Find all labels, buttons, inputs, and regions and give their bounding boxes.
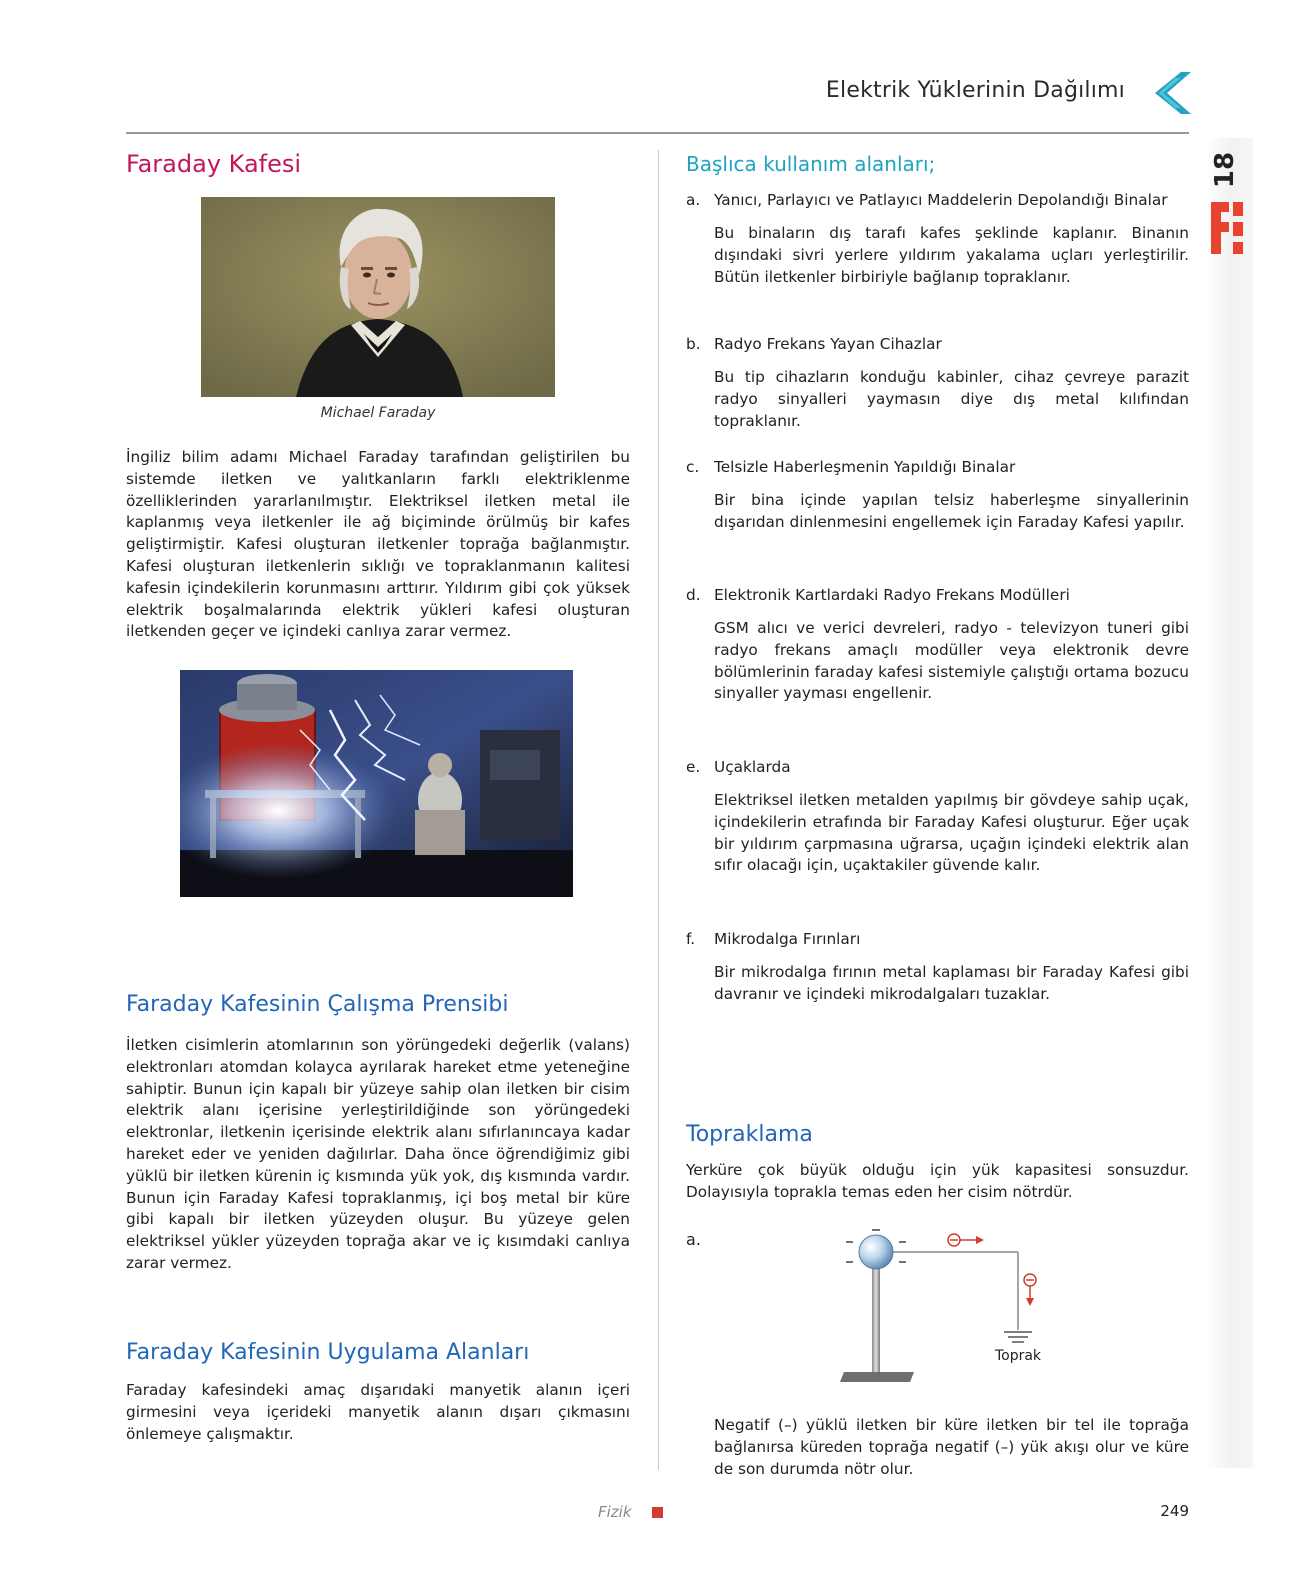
item-label: d. [686,586,701,604]
publisher-logo-icon [1209,200,1245,256]
item-label: c. [686,458,700,476]
side-tab-number: 18 [1210,151,1240,189]
ground-label: Toprak [994,1348,1042,1364]
section-title-faraday-kafesi: Faraday Kafesi [126,150,302,178]
use-item-heading [686,335,1189,353]
item-title: Mikrodalga Fırınları [714,930,861,948]
use-item-text: Elektriksel iletken metalden yapılmış bir gövdeye sahip uçak, içindekilerin etrafında bir Faraday Kafesi oluşturur. Eğer uçak bir yıldırım çarpmasına uğrarsa, uçağın içindeki elektrik alan sıfır olacağı için, uçaktakiler güvende kalır. [714,791,1189,875]
item-title: Telsizle Haberleşmenin Yapıldığı Binalar [714,458,1016,476]
section-title-kullanim-alanlari: Başlıca kullanım alanları; [686,152,936,176]
column-divider [658,150,659,1470]
section-title-calisma-prensibi: Faraday Kafesinin Çalışma Prensibi [126,992,509,1017]
uygulama-paragraph: Faraday kafesindeki amaç dışarıdaki manyetik alanın içeri girmesini veya içerideki manyetik alanın dışarı çıkmasını önlemeye çalışmaktır. [126,1381,630,1443]
section-title-uygulama-alanlari: Faraday Kafesinin Uygulama Alanları [126,1340,530,1365]
grounding-diagram [840,1222,1080,1392]
use-item-heading [686,930,1189,948]
item-title: Yanıcı, Parlayıcı ve Patlayıcı Maddelerin Depolandığı Binalar [714,191,1168,209]
portrait-caption: Michael Faraday [320,405,436,421]
item-label: a. [686,191,701,209]
chevron-left-icon [1145,70,1191,116]
prensip-paragraph: İletken cisimlerin atomlarının son yörüngedeki değerlik (valans) elektronları atomdan kolayca ayrılarak hareket etme yeteneğine sahiptir. Bunun için kapalı bir yüzeye sahip olan iletken bir cisim elektrik alanı içerisine yerleştirildiğinde son yörüngedeki elektronlar, iletkenin içerisinde elektrik alanı sıfırlanıncaya kadar hareket eder ve yeniden dağılırlar. Daha önce öğrendiğimiz gibi yüklü bir iletken kürenin iç kısmında yük yok, dış kısmında vardır. Bunun için Faraday Kafesi topraklanmış, içi boş metal bir küre gibi kapalı bir iletken yüzeyden oluşur. Bu yüzeye gelen elektriksel yükler yüzeyden toprağa akar ve iç kısımdaki canlıya zarar vermez. [126,1036,630,1272]
use-item-heading [686,191,1189,209]
header-rule [126,132,1189,134]
chapter-title: Elektrik Yüklerinin Dağılımı [825,78,1125,103]
topraklama-paragraph: Yerküre çok büyük olduğu için yük kapasitesi sonsuzdur. Dolayısıyla toprakla temas eden her cisim nötrdür. [686,1161,1189,1201]
michael-faraday-portrait [201,197,555,397]
section-title-topraklama: Topraklama [686,1122,813,1147]
use-item-text: Bir mikrodalga fırının metal kaplaması bir Faraday Kafesi gibi davranır ve içindeki mikrodalgaları tuzaklar. [714,963,1189,1003]
use-item-heading [686,586,1189,604]
footer-square-icon [652,1507,663,1518]
use-item-text: GSM alıcı ve verici devreleri, radyo - televizyon tuneri gibi radyo frekans amaçlı modüller veya elektronik devre bölümlerinin faraday kafesi sistemiyle çalıştığı ortama bozucu sinyaller yayması engellenir. [714,619,1189,703]
side-tab [1205,138,1253,1468]
footer-subject: Fizik [598,1503,632,1521]
item-title: Radyo Frekans Yayan Cihazlar [714,335,942,353]
diagram-label: a. [686,1230,701,1249]
use-item-text: Bu tip cihazların konduğu kabinler, cihaz çevreye parazit radyo sinyalleri yaymasın diye dış metal kılıfından topraklanır. [714,368,1189,430]
use-item-heading [686,458,1189,476]
item-title: Elektronik Kartlardaki Radyo Frekans Modülleri [714,586,1070,604]
page-number: 249 [1160,1502,1189,1520]
item-label: b. [686,335,701,353]
item-label: e. [686,758,701,776]
use-item-text: Bir bina içinde yapılan telsiz haberleşme sinyallerinin dışarıdan dinlenmesini engellemek için Faraday Kafesi yapılır. [714,491,1189,531]
item-label: f. [686,930,696,948]
use-item-heading [686,758,1189,776]
intro-paragraph: İngiliz bilim adamı Michael Faraday tarafından geliştirilen bu sistemde iletken ve yalıtkanların farklı elektriklenme özelliklerinden yararlanılmıştır. Elektriksel iletken metal ile kaplanmış veya iletkenler ile ağ biçiminde örülmüş bir kafes geliştirmiştir. Kafesi oluşturan iletkenler toprağa bağlanmıştır. Kafesi oluşturan iletkenlerin sıklığı ve topraklanmanın kalitesi kafesin içindekilerin korunmasını arttırır. Yıldırım gibi çok yüksek elektrik boşalmalarında elektrik yükleri kafesi oluşturan iletkenden geçer ve içindeki canlıya zarar vermez. [126,448,630,641]
item-title: Uçaklarda [714,758,791,776]
faraday-cage-lab-photo [180,670,573,897]
topraklama-note: Negatif (–) yüklü iletken bir küre iletken bir tel ile toprağa bağlanırsa küreden toprağa negatif (–) yük akışı olur ve küre de son durumda nötr olur. [714,1416,1189,1478]
use-item-text: Bu binaların dış tarafı kafes şeklinde kaplanır. Binanın dışındaki sivri yerlere yıldırım yakalama uçları yerleştirilir. Bütün iletkenler birbiriyle bağlanıp topraklanır. [714,224,1189,286]
